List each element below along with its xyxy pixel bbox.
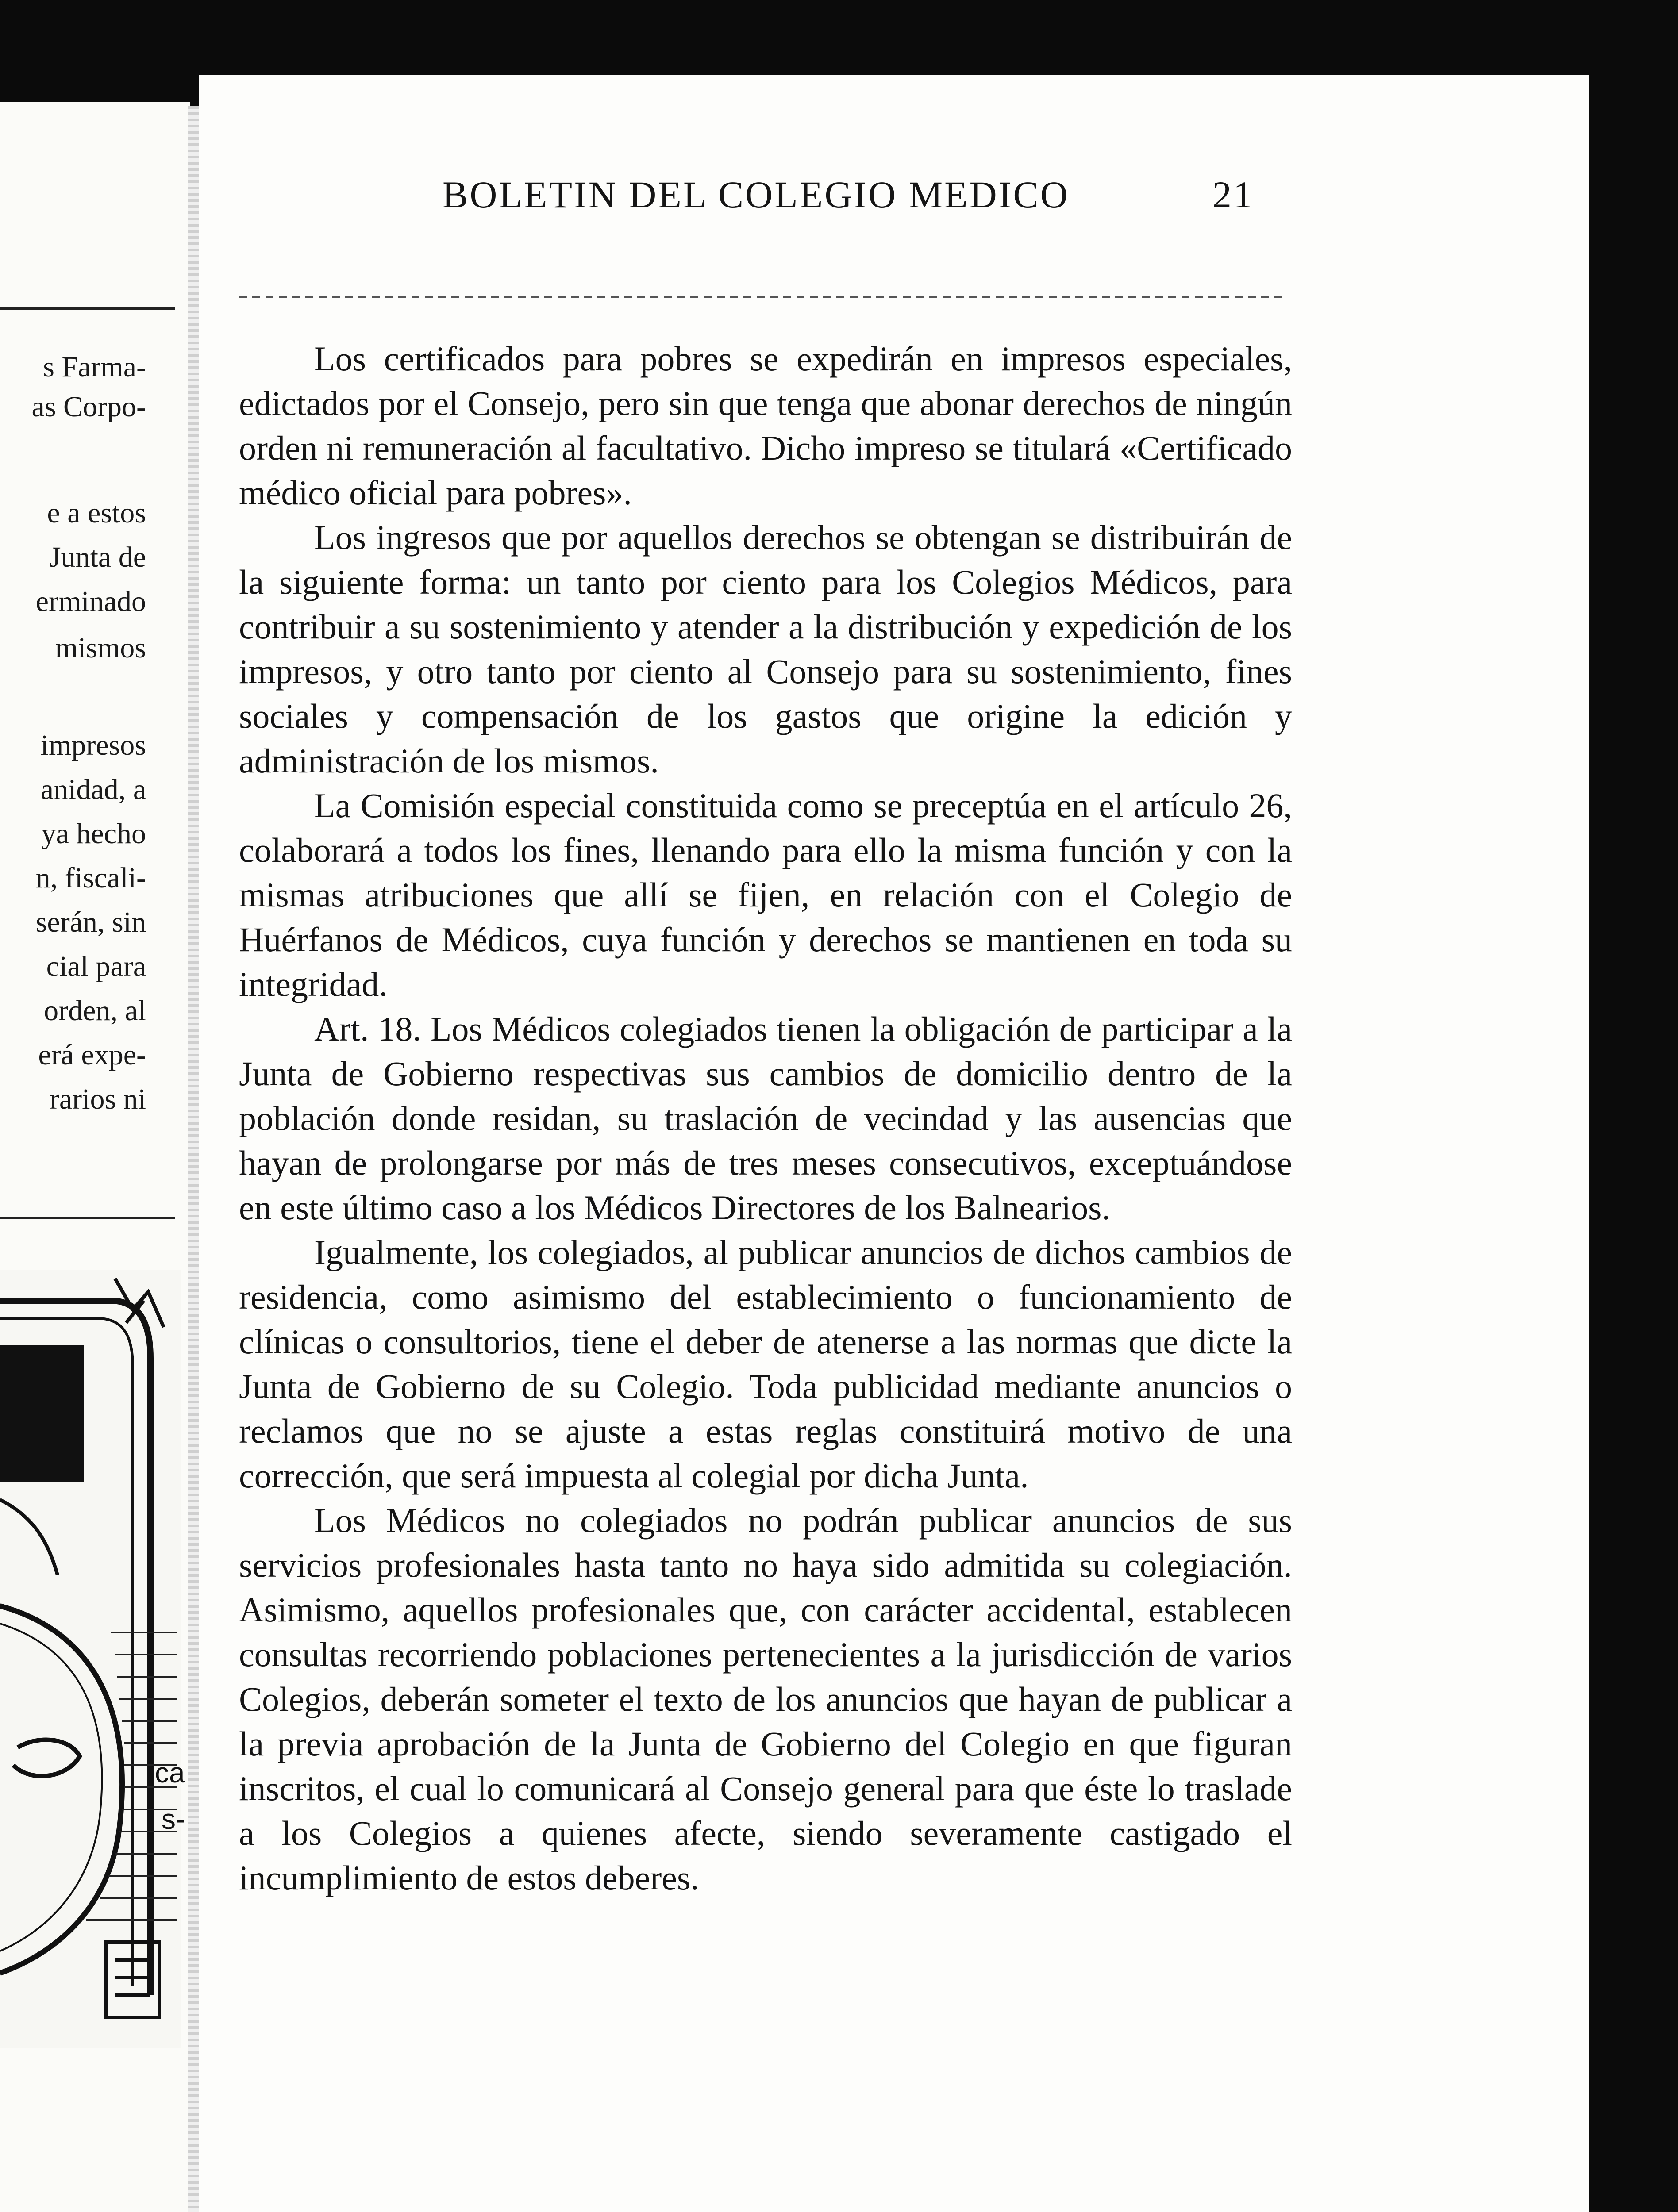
left-text-line: mismos	[55, 632, 146, 664]
ornament-text-fragment: ca	[155, 1757, 185, 1789]
paragraph: Los certificados para pobres se expedirán en impresos especiales, edictados por el Consejo, pero sin que tenga que abonar derechos de ningún orden ni remuneración al facultativo. Dicho impreso se titulará «Certificado médico oficial para pobres».	[239, 339, 1292, 512]
journal-title: BOLETIN DEL COLEGIO MEDICO	[443, 173, 1070, 216]
left-text-line: erminado	[35, 585, 146, 618]
ornament-text-fragment: s-	[162, 1803, 185, 1835]
paragraph: Igualmente, los colegiados, al publicar anuncios de dichos cambios de residencia, como asimismo del establecimiento o funcionamiento de clínicas o consultorios, tiene el deber de atenerse a las normas que dicte la Junta de Gobierno de su Colegio. Toda publicidad mediante anuncios o reclamos que no se ajuste a estas reglas constituirá motivo de una corrección, que será impuesta al colegial por dicha Junta.	[239, 1233, 1292, 1495]
left-text-line: serán, sin	[35, 906, 146, 938]
left-text-line: e a estos	[47, 497, 146, 529]
paragraph: Art. 18. Los Médicos colegiados tienen la obligación de participar a la Junta de Gobierno respectivas sus cambios de domicilio dentro de la población donde residan, su traslación de vecindad y las ausencias que hayan de prolongarse por más de tres meses consecutivos, exceptuándose en este último caso a los Médicos Directores de los Balnearios.	[239, 1010, 1292, 1227]
article-body	[239, 336, 1292, 1900]
left-text-line: anidad, a	[40, 773, 146, 806]
paragraph: La Comisión especial constituida como se preceptúa en el artículo 26, colaborará a todos los fines, llenando para ello la misma función y con la mismas atribuciones que allí se fijen, en relación con el Colegio de Huérfanos de Médicos, cuya función y derechos se mantienen en toda su integridad.	[239, 786, 1292, 1003]
left-text-line: impresos	[40, 729, 146, 761]
left-text-line: as Corpo-	[31, 391, 146, 423]
left-page-rule	[0, 307, 175, 310]
left-text-line: rarios ni	[49, 1083, 146, 1115]
running-header	[239, 173, 1257, 226]
left-text-line: erá expe-	[38, 1039, 146, 1071]
left-text-line: n, fiscali-	[35, 862, 146, 894]
paragraph: Los ingresos que por aquellos derechos se obtengan se distribuirán de la siguiente forma: un tanto por ciento para los Colegios Médicos, para contribuir a su sostenimiento y atender a la distribución y expedición de los impresos, y otro tanto por ciento al Consejo para su sostenimiento, fines sociales y compensación de los gastos que origine la edición y administración de los mismos.	[239, 518, 1292, 780]
left-text-line: Junta de	[49, 541, 146, 573]
left-text-line: orden, al	[44, 995, 146, 1027]
left-text-line: s Farma-	[43, 351, 146, 383]
left-page-wavy-rule	[0, 1217, 175, 1219]
paragraph: Los Médicos no colegiados no podrán publicar anuncios de sus servicios profesionales hasta tanto no haya sido admitida su colegiación. Asimismo, aquellos profesionales que, con carácter accidental, establecen consultas recorriendo poblaciones pertenecientes a la jurisdicción de varios Colegios, deberán someter el texto de los anuncios que hayan de publicar a la previa aprobación de la Junta de Gobierno del Colegio en que figuran inscritos, el cual lo comunicará al Consejo general para que éste lo traslade a los Colegios a quienes afecte, siendo severamente castigado el incumplimiento de estos deberes.	[239, 1501, 1292, 1897]
page-number: 21	[1212, 173, 1254, 216]
left-text-line: ya hecho	[41, 818, 146, 850]
ornamental-advertisement-border	[0, 1270, 181, 2048]
header-rule	[239, 296, 1283, 298]
left-text-line: cial para	[46, 950, 146, 983]
